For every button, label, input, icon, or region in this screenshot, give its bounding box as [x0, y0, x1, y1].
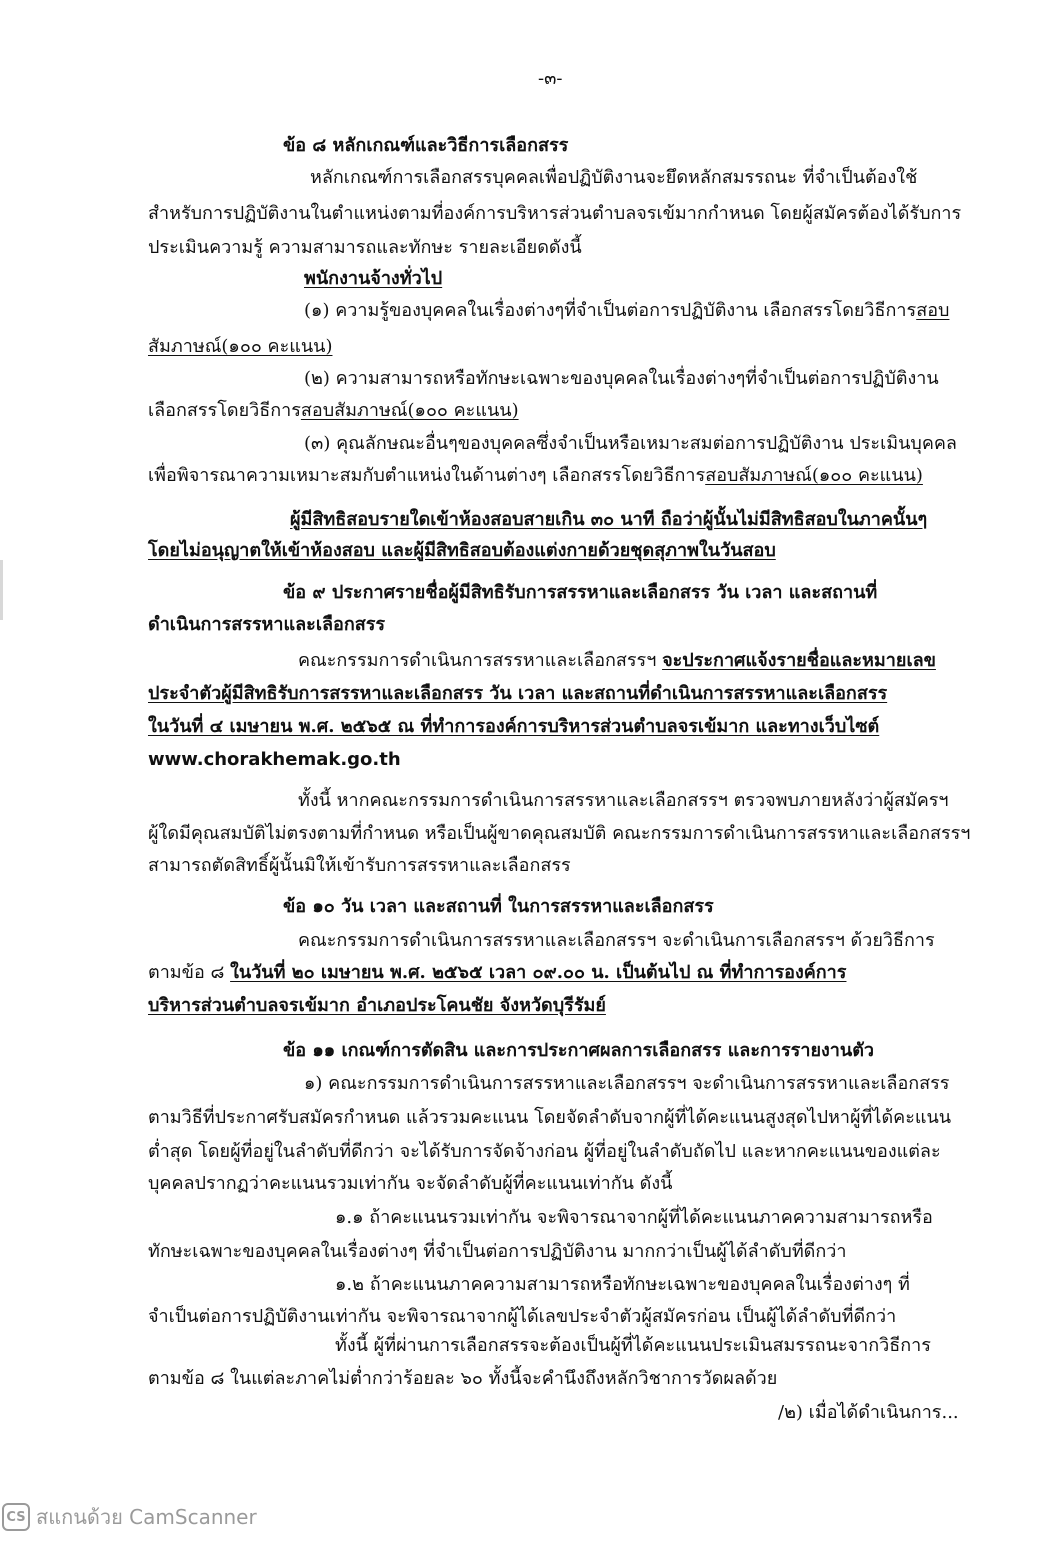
- section-11-2-line1: ๑.๒ ถ้าคะแนนภาคความสามารถหรือทักษะเฉพาะของบุคคลในเรื่องต่างๆ ที่: [335, 1274, 910, 1295]
- section-9-para2-line3: สามารถตัดสิทธิ์ผู้นั้นมิให้เข้ารับการสรรหาและเลือกสรร: [148, 855, 571, 876]
- section-11-1-line2: ทักษะเฉพาะของบุคคลในเรื่องต่างๆ ที่จำเป็นต่อการปฏิบัติงาน มากกว่าเป็นผู้ได้ลำดับที่ดีกว่า: [148, 1241, 847, 1262]
- section-10-heading: ข้อ ๑๐ วัน เวลา และสถานที่ ในการสรรหาและเลือกสรร: [283, 896, 714, 917]
- camscanner-logo-icon: CS: [2, 1503, 30, 1531]
- section-11-para2-line2: ตามข้อ ๘ ในแต่ละภาคไม่ต่ำกว่าร้อยละ ๖๐ ทั้งนี้จะคำนึงถึงหลักวิชาการวัดผลด้วย: [148, 1368, 778, 1389]
- page-number: -๓-: [538, 68, 563, 89]
- continued-marker: /๒) เมื่อได้ดำเนินการ...: [778, 1402, 959, 1423]
- section-8-para1-line3: ประเมินความรู้ ความสามารถและทักษะ รายละเอียดดังนี้: [148, 237, 582, 258]
- section-9-para1-line1: [298, 648, 936, 674]
- item-3-line1: (๓) คุณลักษณะอื่นๆของบุคคลซึ่งจำเป็นหรือเหมาะสมต่อการปฏิบัติงาน ประเมินบุคคล: [304, 433, 957, 454]
- section-10-para1-line2: [148, 960, 846, 986]
- section-11-para1-line2: ตามวิธีที่ประกาศรับสมัครกำหนด แล้วรวมคะแนน โดยจัดลำดับจากผู้ที่ได้คะแนนสูงสุดไปหาผู้ที่ได้คะแนน: [148, 1107, 952, 1128]
- website-url: www.chorakhemak.go.th: [148, 749, 401, 770]
- section-9-heading-line1: ข้อ ๙ ประกาศรายชื่อผู้มีสิทธิรับการสรรหาและเลือกสรร วัน เวลา และสถานที่: [283, 582, 878, 603]
- section-11-para1-line4: บุคคลปรากฏว่าคะแนนรวมเท่ากัน จะจัดลำดับผู้ที่คะแนนเท่ากัน ดังนี้: [148, 1173, 673, 1194]
- section-10-date: ในวันที่ ๒๐ เมษายน พ.ศ. ๒๕๖๕ เวลา ๐๙.๐๐ น. เป็นต้นไป ณ ที่ทำการองค์การ: [230, 962, 847, 983]
- item-1-method: สอบ: [916, 300, 950, 321]
- item-2-text: เลือกสรรโดยวิธีการ: [148, 400, 301, 421]
- item-2-line1: (๒) ความสามารถหรือทักษะเฉพาะของบุคคลในเรื่องต่างๆที่จำเป็นต่อการปฏิบัติงาน: [304, 368, 939, 389]
- section-11-para1-line3: ต่ำสุด โดยผู้ที่อยู่ในลำดับที่ดีกว่า จะได้รับการจัดจ้างก่อน ผู้ที่อยู่ในลำดับถัดไป และหากคะแนนของแต่ละ: [148, 1141, 941, 1162]
- item-2-method: สอบสัมภาษณ์(๑๐๐ คะแนน): [300, 400, 519, 421]
- section-11-para1-line1: ๑) คณะกรรมการดำเนินการสรรหาและเลือกสรรฯ จะดำเนินการสรรหาและเลือกสรร: [304, 1073, 950, 1094]
- item-1-text: (๑) ความรู้ของบุคคลในเรื่องต่างๆที่จำเป็นต่อการปฏิบัติงาน เลือกสรรโดยวิธีการ: [304, 300, 917, 321]
- section-10-para1-line3: บริหารส่วนตำบลจรเข้มาก อำเภอประโคนชัย จังหวัดบุรีรัมย์: [148, 995, 606, 1016]
- section-9-para2-line1: ทั้งนี้ หากคณะกรรมการดำเนินการสรรหาและเลือกสรรฯ ตรวจพบภายหลังว่าผู้สมัครฯ: [298, 790, 949, 811]
- section-8-subheading: พนักงานจ้างทั่วไป: [304, 268, 443, 289]
- section-8-heading: ข้อ ๘ หลักเกณฑ์และวิธีการเลือกสรร: [283, 135, 569, 156]
- section-11-heading: ข้อ ๑๑ เกณฑ์การตัดสิน และการประกาศผลการเลือกสรร และการรายงานตัว: [283, 1040, 874, 1061]
- section-11-2-line2: จำเป็นต่อการปฏิบัติงานเท่ากัน จะพิจารณาจากผู้ได้เลขประจำตัวผู้สมัครก่อน เป็นผู้ได้ลำดับที่ดีกว่า: [148, 1306, 897, 1327]
- item-3-line2: [148, 463, 923, 489]
- section-9-para1-text: คณะกรรมการดำเนินการสรรหาและเลือกสรรฯ: [298, 650, 663, 671]
- section-9-para1-line2: ประจำตัวผู้มีสิทธิรับการสรรหาและเลือกสรร วัน เวลา และสถานที่ดำเนินการสรรหาและเลือกสรร: [148, 683, 888, 704]
- camscanner-text: สแกนด้วย CamScanner: [36, 1505, 257, 1529]
- section-10-para1-line1: คณะกรรมการดำเนินการสรรหาและเลือกสรรฯ จะดำเนินการเลือกสรรฯ ด้วยวิธีการ: [298, 930, 935, 951]
- section-9-announcement: จะประกาศแจ้งรายชื่อและหมายเลข: [662, 650, 936, 671]
- section-9-heading-line2: ดำเนินการสรรหาและเลือกสรร: [148, 614, 386, 635]
- exam-rule-line1: ผู้มีสิทธิสอบรายใดเข้าห้องสอบสายเกิน ๓๐ นาที ถือว่าผู้นั้นไม่มีสิทธิสอบในภาคนั้นๆ: [290, 509, 928, 530]
- section-11-para2-line1: ทั้งนี้ ผู้ที่ผ่านการเลือกสรรจะต้องเป็นผู้ที่ได้คะแนนประเมินสมรรถนะจากวิธีการ: [335, 1335, 931, 1356]
- section-8-para1-line1: หลักเกณฑ์การเลือกสรรบุคคลเพื่อปฏิบัติงานจะยึดหลักสมรรถนะ ที่จำเป็นต้องใช้: [310, 167, 918, 188]
- camscanner-watermark: [2, 1500, 257, 1534]
- section-8-para1-line2: สำหรับการปฏิบัติงานในตำแหน่งตามที่องค์การบริหารส่วนตำบลจรเข้มากกำหนด โดยผู้สมัครต้องได้รับการ: [148, 203, 962, 224]
- item-3-method: สอบสัมภาษณ์(๑๐๐ คะแนน): [705, 465, 923, 486]
- scan-edge-mark: [0, 560, 3, 620]
- item-1-line1: [304, 298, 949, 324]
- section-9-para1-line3: ในวันที่ ๔ เมษายน พ.ศ. ๒๕๖๕ ณ ที่ทำการองค์การบริหารส่วนตำบลจรเข้มาก และทางเว็บไซต์: [148, 716, 880, 737]
- item-1-line2: สัมภาษณ์(๑๐๐ คะแนน): [148, 336, 333, 357]
- item-3-text: เพื่อพิจารณาความเหมาะสมกับตำแหน่งในด้านต่างๆ เลือกสรรโดยวิธีการ: [148, 465, 706, 486]
- section-11-1-line1: ๑.๑ ถ้าคะแนนรวมเท่ากัน จะพิจารณาจากผู้ที่ได้คะแนนภาคความสามารถหรือ: [335, 1207, 933, 1228]
- section-10-para1-text: ตามข้อ ๘: [148, 962, 231, 983]
- exam-rule-line2: โดยไม่อนุญาตให้เข้าห้องสอบ และผู้มีสิทธิสอบต้องแต่งกายด้วยชุดสุภาพในวันสอบ: [148, 540, 776, 561]
- item-2-line2: [148, 398, 519, 424]
- section-9-para2-line2: ผู้ใดมีคุณสมบัติไม่ตรงตามที่กำหนด หรือเป็นผู้ขาดคุณสมบัติ คณะกรรมการดำเนินการสรรหาและเลือกสรรฯ: [148, 823, 971, 844]
